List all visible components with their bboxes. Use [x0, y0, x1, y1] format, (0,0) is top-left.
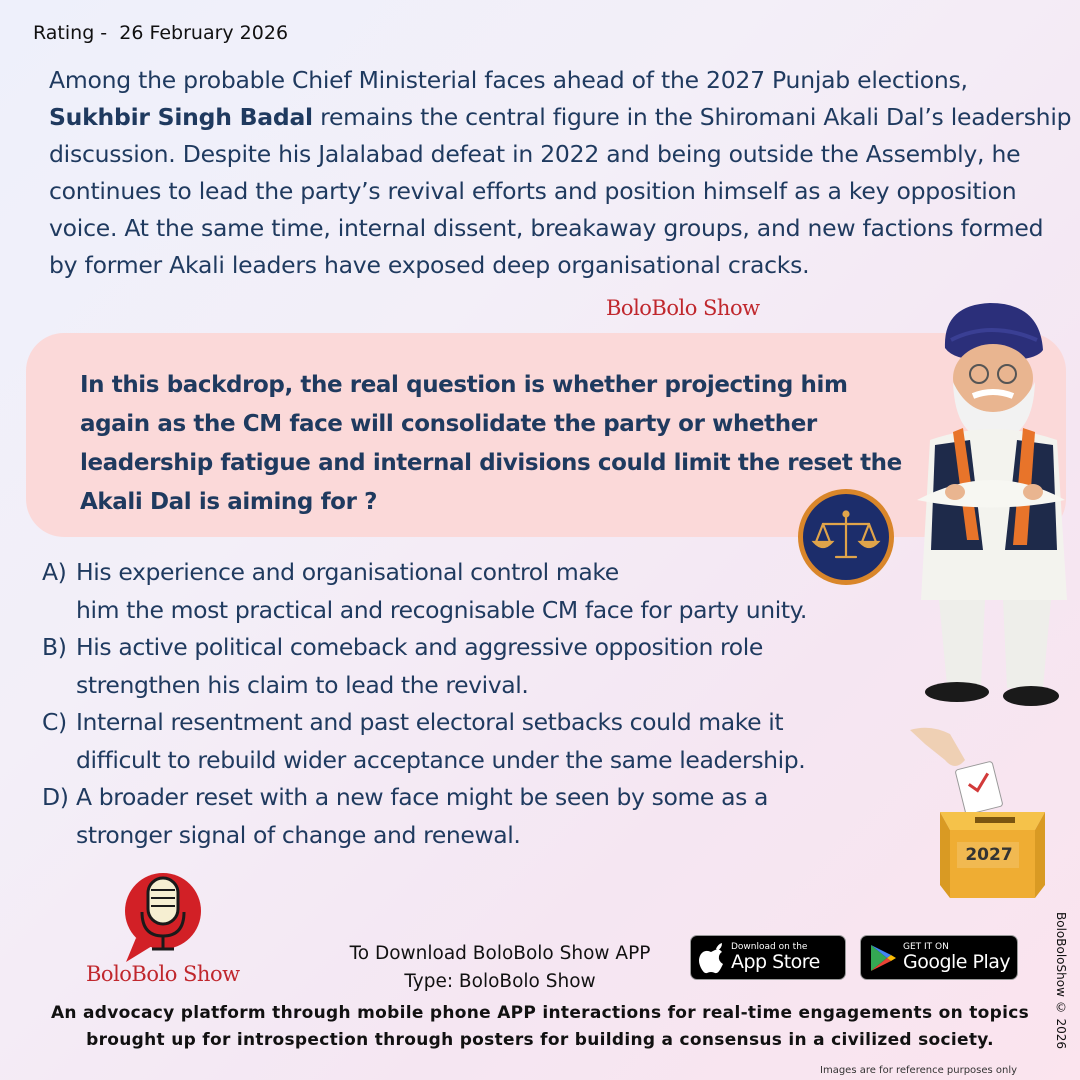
- option-text: Internal resentment and past electoral setbacks could make it difficult to rebuild wider acceptance under the same leadership.: [76, 708, 806, 774]
- intro-paragraph: [49, 62, 1074, 284]
- download-search-line: Type: BoloBolo Show: [404, 971, 596, 992]
- google-play-icon: [861, 938, 903, 978]
- option-letter: C): [42, 708, 67, 736]
- option-c[interactable]: [42, 704, 942, 779]
- footer-line-2: brought up for introspection through posters for building a consensus in a civilized society.: [86, 1030, 994, 1050]
- brand-watermark: BoloBolo Show: [606, 296, 760, 320]
- intro-highlighted-name: Sukhbir Singh Badal: [49, 103, 313, 131]
- ballot-box-icon: [905, 720, 1055, 900]
- googleplay-big-label: Google Play: [903, 951, 1011, 973]
- option-text: His experience and organisational control make him the most practical and recognisable CM face for party unity.: [76, 558, 807, 624]
- politician-illustration: [895, 300, 1075, 715]
- option-letter: B): [42, 633, 67, 661]
- download-instructions: [320, 940, 680, 996]
- scales-of-justice-icon: [798, 489, 894, 585]
- option-letter: A): [42, 558, 67, 586]
- apple-icon: [691, 938, 731, 978]
- option-text: His active political comeback and aggressive opposition role strengthen his claim to lead the revival.: [76, 633, 763, 699]
- option-text: A broader reset with a new face might be seen by some as a stronger signal of change and renewal.: [76, 783, 768, 849]
- footer-line-1: An advocacy platform through mobile phone APP interactions for real-time engagements on topics: [50, 1003, 1030, 1023]
- copyright-notice: BoloBoloShow © 2026: [1054, 912, 1068, 1050]
- image-disclaimer: Images are for reference purposes only: [820, 1065, 1018, 1076]
- footer-tagline: [20, 1000, 1060, 1054]
- brand-logo-text: BoloBolo Show: [86, 962, 240, 986]
- googleplay-small-label: GET IT ON: [903, 942, 949, 952]
- intro-text-end: remains the central figure in the Shiromani Akali Dal’s leadership discussion. Despite his Jalalabad defeat in 2022 and being outside the Assembly, he continues to lead the party’s revival efforts and position himself as a key opposition voice. At the same time, internal dissent, breakaway groups, and new factions formed by former Akali leaders have exposed deep organisational cracks.: [49, 103, 1072, 279]
- option-b[interactable]: [42, 629, 942, 704]
- ballot-year-label: 2027: [965, 845, 1013, 865]
- option-letter: D): [42, 783, 69, 811]
- download-line: To Download BoloBolo Show APP: [349, 943, 651, 964]
- google-play-badge[interactable]: [860, 935, 1018, 980]
- option-d[interactable]: [42, 779, 942, 854]
- app-store-badge[interactable]: [690, 935, 846, 980]
- rating-date-label: Rating - 26 February 2026: [33, 22, 289, 44]
- appstore-small-label: Download on the: [731, 942, 808, 952]
- question-text: In this backdrop, the real question is whether projecting him again as the CM face will consolidate the party or whether leadership fatigue and internal divisions could limit the reset the Akali Dal is aiming for ?: [80, 372, 902, 515]
- appstore-big-label: App Store: [731, 951, 820, 973]
- options-list: [42, 554, 942, 854]
- intro-text-start: Among the probable Chief Ministerial faces ahead of the 2027 Punjab elections,: [49, 66, 968, 94]
- microphone-icon: [118, 866, 208, 966]
